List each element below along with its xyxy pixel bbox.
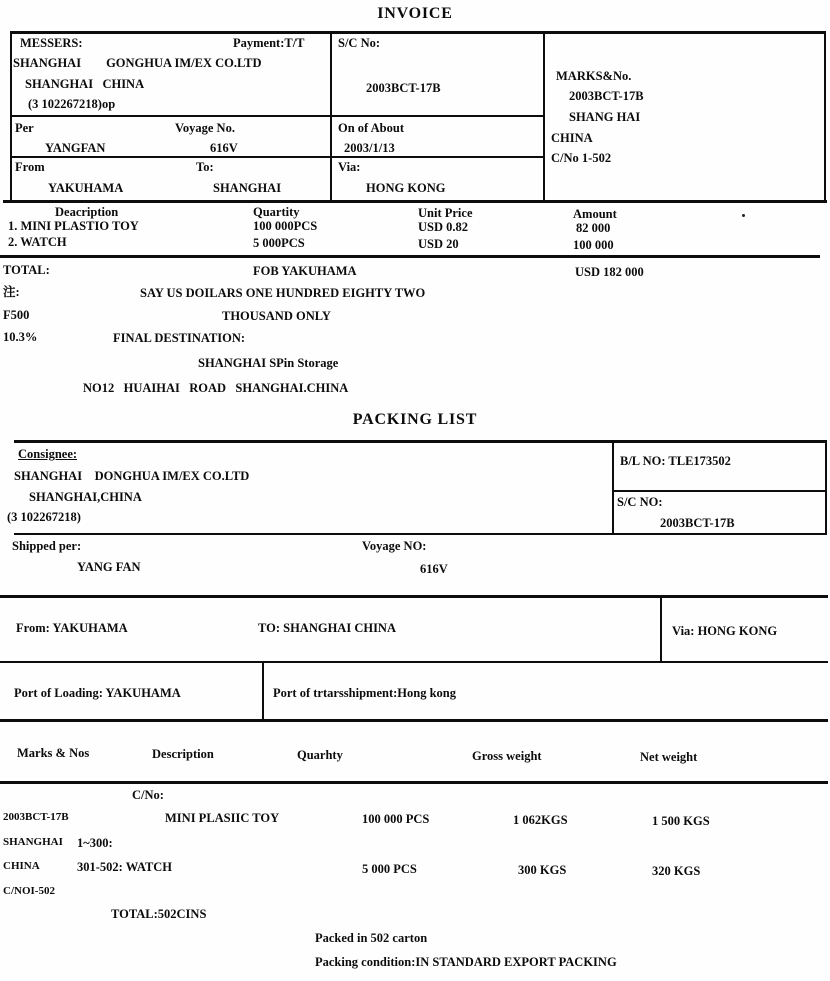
messers-label: MESSERS: [20, 36, 83, 50]
item-row-amount: 82 000 [576, 221, 611, 235]
buyer-company-line3: (3 102267218)op [28, 97, 116, 111]
port-cell-divider [262, 661, 264, 721]
per-label: Per [15, 121, 34, 135]
packing-col-marks: Marks & Nos [17, 746, 90, 760]
on-of-about-label: On of About [338, 121, 404, 135]
packing-consignee-border-bottom [14, 533, 827, 535]
packing-rule-4 [0, 781, 828, 784]
via-label: Via: [338, 160, 361, 174]
buyer-company-line1: SHANGHAI GONGHUA IM/EX CO.LTD [13, 56, 262, 70]
packing-row-net: 1 500 KGS [652, 814, 710, 828]
on-of-about-value: 2003/1/13 [344, 141, 395, 155]
col-header-unit-price: Unit Price [418, 206, 473, 220]
packing-row-gross: 1 062KGS [513, 813, 568, 827]
packing-condition-note: Packing condition:IN STANDARD EXPORT PACKING [315, 955, 617, 969]
per-value: YANGFAN [45, 141, 106, 155]
via-cell-divider [660, 595, 662, 663]
final-destination-label: FINAL DESTINATION: [113, 331, 246, 345]
final-destination-line1: SHANGHAI SPin Storage [198, 356, 339, 370]
packing-marks-line: CHINA [3, 860, 40, 872]
marks-line2: SHANG HAI [569, 110, 641, 124]
packing-rule-1 [0, 595, 828, 598]
payment-terms: Payment:T/T [233, 36, 305, 50]
packing-marks-line: SHANGHAI [3, 836, 63, 848]
packing-to: TO: SHANGHAI CHINA [258, 621, 396, 635]
packing-marks-line: C/NOI-502 [3, 885, 55, 897]
col-header-quantity: Quartity [253, 205, 300, 219]
item-row-unit-price: USD 0.82 [418, 220, 469, 234]
invoice-table-divider-2 [543, 31, 545, 203]
port-of-loading: Port of Loading: YAKUHAMA [14, 686, 181, 700]
packing-rule-3 [0, 719, 828, 722]
consignee-line2: SHANGHAI,CHINA [29, 490, 142, 504]
invoice-table-border-left [10, 31, 12, 203]
col-header-amount: Amount [573, 207, 617, 221]
total-terms: FOB YAKUHAMA [253, 264, 357, 278]
total-label: TOTAL: [3, 263, 50, 277]
packing-from: From: YAKUHAMA [16, 621, 128, 635]
from-value: YAKUHAMA [48, 181, 124, 195]
packing-row-quantity: 5 000 PCS [362, 862, 417, 876]
consignee-line3: (3 102267218) [7, 510, 81, 524]
packing-via: Via: HONG KONG [672, 624, 778, 638]
packing-col-quantity: Quarhty [297, 748, 343, 762]
amount-in-words-line1: SAY US DOILARS ONE HUNDRED EIGHTY TWO [140, 286, 426, 300]
invoice-row-divider-1 [10, 115, 544, 117]
consignee-label: Consignee: [18, 447, 78, 461]
voyage-no-value: 616V [210, 141, 238, 155]
packing-row-net: 320 KGS [652, 864, 701, 878]
scan-speck [742, 214, 745, 217]
packing-col-description: Description [152, 747, 214, 761]
invoice-items-bottom-rule [0, 255, 820, 258]
packing-row-gross: 300 KGS [518, 863, 567, 877]
item-row-quantity: 100 000PCS [253, 219, 318, 233]
packing-voyage-label: Voyage NO: [362, 539, 427, 553]
packing-marks-line: 2003BCT-17B [3, 811, 69, 823]
packing-total: TOTAL:502CINS [111, 907, 207, 921]
packing-table-border-top [14, 440, 827, 443]
item-row-quantity: 5 000PCS [253, 236, 305, 250]
voyage-no-label: Voyage No. [175, 121, 235, 135]
marks-line4: C/No 1-502 [551, 151, 612, 165]
packing-row-description: MINI PLASIIC TOY [165, 811, 280, 825]
marks-line3: CHINA [551, 131, 593, 145]
item-row-description: 1. MINI PLASTIO TOY [8, 219, 139, 233]
invoice-table-border-bottom [3, 200, 827, 203]
invoice-table-border-right [824, 31, 826, 203]
invoice-table-divider-1 [330, 31, 332, 203]
buyer-company-line2: SHANGHAI CHINA [25, 77, 145, 91]
note-mark: 注: [3, 285, 20, 299]
amount-in-words-line2: THOUSAND ONLY [222, 309, 331, 323]
bl-sc-divider [612, 490, 827, 492]
packing-row-range: 1~300: [77, 836, 113, 850]
packing-row-description: 301-502: WATCH [77, 860, 173, 874]
margin-note-f500: F500 [3, 308, 30, 322]
sc-no-value: 2003BCT-17B [366, 81, 441, 95]
marks-label: MARKS&No. [556, 69, 632, 83]
packing-right-box-border-right [825, 440, 827, 535]
bl-no: B/L NO: TLE173502 [620, 454, 731, 468]
marks-line1: 2003BCT-17B [569, 89, 644, 103]
packing-sc-no-value: 2003BCT-17B [660, 516, 735, 530]
col-header-description: Deacription [55, 205, 119, 219]
to-value: SHANGHAI [213, 181, 282, 195]
shipped-per-value: YANG FAN [77, 560, 141, 574]
packing-col-net-weight: Net weight [640, 750, 698, 764]
port-of-transshipment: Port of trtarsshipment:Hong kong [273, 686, 456, 700]
final-destination-line2: NO12 HUAIHAI ROAD SHANGHAI.CHINA [83, 381, 349, 395]
shipped-per-label: Shipped per: [12, 539, 82, 553]
invoice-title: INVOICE [377, 5, 453, 22]
cno-label: C/No: [132, 788, 164, 802]
consignee-line1: SHANGHAI DONGHUA IM/EX CO.LTD [14, 469, 250, 483]
packing-list-title: PACKING LIST [352, 411, 478, 428]
item-row-amount: 100 000 [573, 238, 614, 252]
via-value: HONG KONG [366, 181, 446, 195]
packing-right-box-divider [612, 440, 614, 535]
item-row-description: 2. WATCH [8, 235, 67, 249]
item-row-unit-price: USD 20 [418, 237, 459, 251]
from-label: From [15, 160, 45, 174]
packed-in-note: Packed in 502 carton [315, 931, 428, 945]
sc-no-label: S/C No: [338, 36, 381, 50]
packing-rule-2 [0, 661, 828, 663]
packing-sc-no-label: S/C NO: [617, 495, 663, 509]
packing-col-gross-weight: Gross weight [472, 749, 542, 763]
invoice-table-border-top [10, 31, 826, 34]
packing-voyage-value: 616V [420, 562, 448, 576]
to-label: To: [196, 160, 214, 174]
invoice-row-divider-2 [10, 156, 544, 158]
margin-note-percent: 10.3% [3, 330, 38, 344]
packing-row-quantity: 100 000 PCS [362, 812, 430, 826]
total-amount: USD 182 000 [575, 265, 644, 279]
